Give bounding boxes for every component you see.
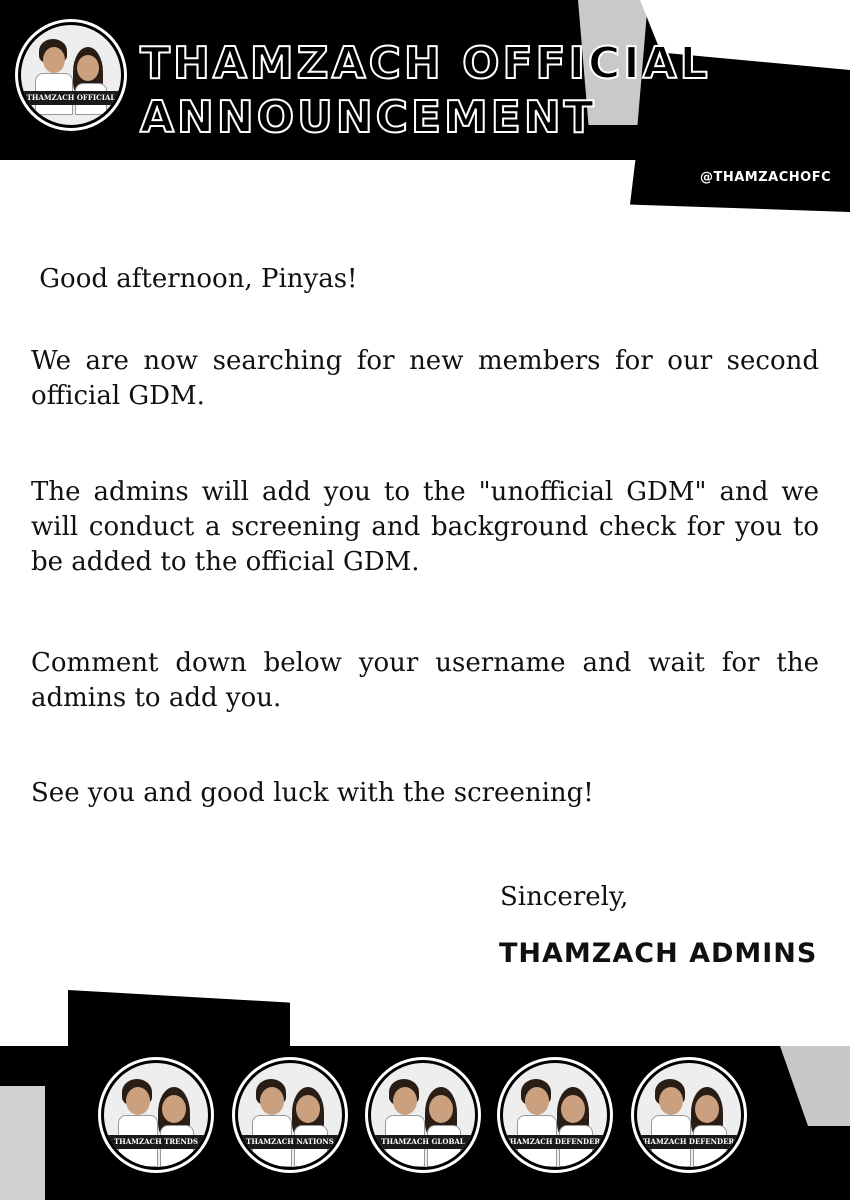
footer-logo-label: THAMZACH DEFENDERS (503, 1135, 607, 1149)
footer-logo (500, 1060, 610, 1170)
footer-logo (235, 1060, 345, 1170)
header-title-line1: THAMZACH OFFICIAL (140, 38, 711, 89)
paragraph-screening: The admins will add you to the "unofficial GDM" and we will conduct a screening and background check for you to be added to the official GDM. (31, 477, 819, 577)
decorative-grey-shape-footer-left (0, 1086, 45, 1200)
paragraph-closing: See you and good luck with the screening! (31, 778, 594, 808)
footer-logo-label: THAMZACH GLOBAL (371, 1135, 475, 1149)
paragraph-comment: Comment down below your username and wait for the admins to add you. (31, 648, 819, 713)
thamzach-official-logo (18, 22, 124, 128)
footer-logo (368, 1060, 478, 1170)
paragraph-search: We are now searching for new members for our second official GDM. (31, 346, 819, 411)
footer-logo-label: THAMZACH NATIONS (238, 1135, 342, 1149)
footer-logo (634, 1060, 744, 1170)
footer-logo-label: THAMZACH TRENDS (104, 1135, 208, 1149)
logo-label: THAMZACH OFFICIAL (21, 91, 121, 105)
signature-closing: Sincerely, (500, 882, 629, 912)
greeting-text: Good afternoon, Pinyas! (31, 264, 358, 294)
social-handle: @THAMZACHOFC (700, 170, 832, 185)
header-title-line2: ANNOUNCEMENT (140, 92, 597, 143)
signature-name: THAMZACH ADMINS (499, 938, 818, 969)
footer-logo-label: THAMZACH DEFENDERS (637, 1135, 741, 1149)
footer-logo (101, 1060, 211, 1170)
